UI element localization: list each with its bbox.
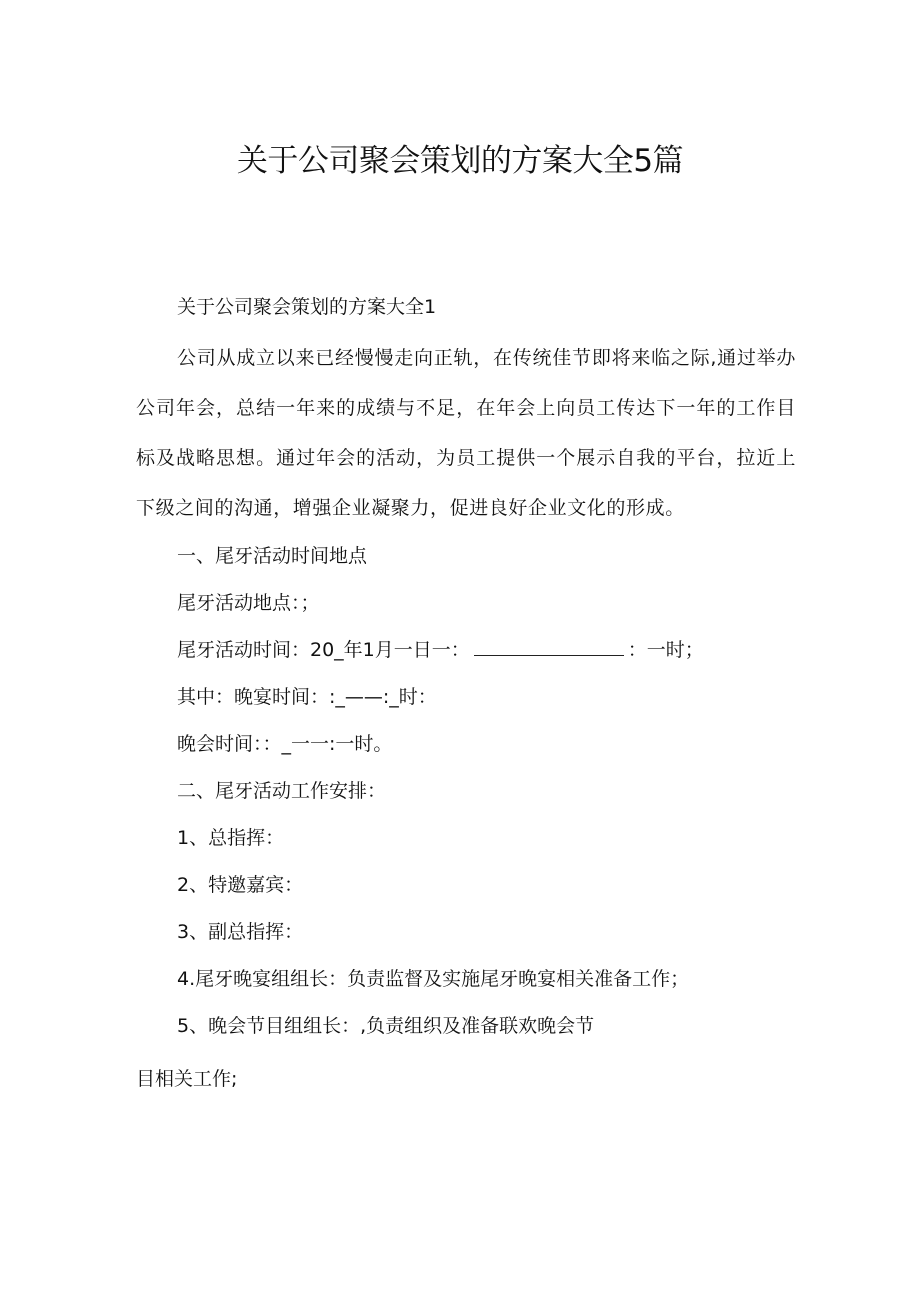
list-item: 1、总指挥： — [177, 827, 285, 849]
document-body — [136, 284, 796, 1103]
section-heading-2: 二、尾牙活动工作安排： — [177, 780, 387, 802]
list-item: 4.尾牙晚宴组组长：负责监督及实施尾牙晚宴相关准备工作； — [177, 968, 690, 990]
list-item: 3、副总指挥： — [177, 921, 304, 943]
document-title: 关于公司聚会策划的方案大全5篇 — [236, 143, 684, 179]
list-item: 2、特邀嘉宾： — [177, 874, 304, 896]
continuation-line: 目相关工作; — [136, 1068, 238, 1090]
time-prefix: 尾牙活动时间：20_年1月一日一： — [177, 639, 470, 661]
list-item: 5、晚会节目组组长：,负责组织及准备联欢晚会节 — [177, 1015, 595, 1037]
dinner-time-line: 其中：晚宴时间：:_——:_时： — [177, 686, 437, 708]
section-heading-1: 一、尾牙活动时间地点 — [177, 545, 368, 567]
party-time-line: 晚会时间：：_一一:一时。 — [177, 733, 393, 755]
fill-in-blank — [474, 637, 624, 656]
intro-paragraph: 公司从成立以来已经慢慢走向正轨，在传统佳节即将来临之际,通过举办公司年会，总结一年来的成绩与不足，在年会上向员工传达下一年的工作目标及战略思想。通过年会的活动，为员工提供一个展示自我的平台，拉近上下级之间的沟通，增强企业凝聚力，促进良好企业文化的形成。 — [136, 347, 796, 519]
location-line: 尾牙活动地点：； — [177, 592, 320, 614]
time-suffix: ：一时； — [627, 639, 704, 661]
time-line — [136, 627, 796, 674]
subtitle: 关于公司聚会策划的方案大全1 — [177, 296, 437, 318]
